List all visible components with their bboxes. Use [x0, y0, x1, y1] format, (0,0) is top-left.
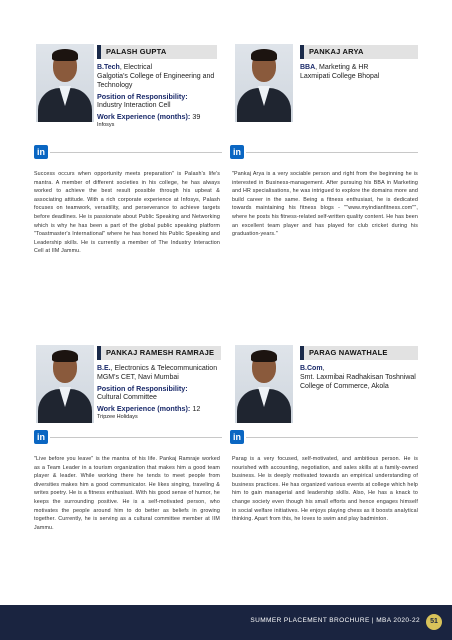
linkedin-icon[interactable]: in — [230, 430, 244, 444]
linkedin-icon[interactable]: in — [230, 145, 244, 159]
footer-title: SUMMER PLACEMENT BROCHURE | MBA 2020-22 — [250, 617, 420, 624]
profile-name: PANKAJ ARYA — [300, 45, 418, 59]
degree: B.E., Electronics & Telecommunication — [97, 365, 218, 372]
linkedin-icon[interactable]: in — [34, 430, 48, 444]
profile-name: PARAG NAWATHALE — [300, 346, 418, 360]
divider — [246, 152, 418, 153]
divider — [246, 437, 418, 438]
profile-name: PANKAJ RAMESH RAMRAJE — [97, 346, 221, 360]
profile-bio: "Pankaj Arya is a very sociable person and right from the beginning he is interested in Business-management. After pursuing his BBA in Marketing and HR specialisations, he was intrigued to explore the domains more and build career in the same. Being a fitness enthusiast, he is dedicated towards maintaining his fitness blogs - ""www.myindianfitness.com"", where he posts his fitness-related self-written quality content. He has been an excellent team player and has played for club cricket during his graduation-years." — [232, 171, 418, 238]
profile-photo — [235, 44, 293, 122]
experience-label: Work Experience (months): 12 — [97, 404, 201, 413]
linkedin-icon[interactable]: in — [34, 145, 48, 159]
profile-info — [97, 364, 225, 421]
footer-bar — [0, 605, 452, 640]
profile-bio: "Live before you leave" is the mantra of his life. Pankaj Ramraje worked as a Team Leader in a tourism organization that makes him a good team player & leader. While working there he tends to meet people from diversities makes him a good communicator. He likes singing, traveling & writes poetry. He is a fitness enthusiast. With his good sense of humor, he keeps the surrounding positive. He is a self-motivated person, who motivates the people around him to do better as beliefs in growing together. Currently, he is serving as a cultural committee member at IIM Jammu. — [34, 456, 220, 531]
company: Infosys — [97, 122, 115, 128]
profile-info — [300, 63, 420, 81]
profile-info — [97, 63, 222, 129]
position-label: Position of Responsibility: — [97, 384, 188, 393]
page-number: 51 — [426, 614, 442, 630]
position: Industry Interaction Cell — [97, 102, 171, 109]
profile-photo — [36, 44, 94, 122]
company: Tripzee Holidays — [97, 414, 138, 420]
profile-photo — [36, 345, 94, 423]
profile-photo — [235, 345, 293, 423]
college: MGM's CET, Navi Mumbai — [97, 374, 179, 381]
degree: BBA, Marketing & HR — [300, 64, 369, 71]
profile-bio: Parag is a very focused, self-motivated, and ambitious person. He is nourished with accounting, negotiation, and sales skills at a family-owned business. He is deeply motivated towards an empirical understanding of business practices. He has organized various events at college which help him to gain managerial and leadership skills. Also, He has a knack to change society even though his small efforts and hence engages himself in social welfare initiatives. He enjoys playing chess as it boosts analytical thinking. Apart from this, he loves to swim and play badminton. — [232, 456, 418, 523]
degree: B.Com, — [300, 365, 325, 372]
profile-info — [300, 364, 422, 391]
college: Smt. Laxmibai Radhakisan Toshniwal College of Commerce, Akola — [300, 374, 416, 390]
college: Galgotia's College of Engineering and Technology — [97, 73, 215, 89]
position: Cultural Committee — [97, 394, 157, 401]
profile-bio: Success occurs when opportunity meets preparation" is Palash's life's mantra. A member of different societies in his college, he has always worked to achieve the best result possible through his upbeat & associating attitude. With a rich corporate experience at Infosys, Palash focuses on teamwork, versatility, and perseverance to achieve targets before deadlines. He is passionate about Public Speaking and Networking which is why he has been a part of the global public speaking platform "Toastmaster's International" where he has honed his Public Speaking and Leadership skills. He is currently a member of The Industry Interaction Cell at IIM Jammu. — [34, 171, 220, 255]
divider — [50, 152, 222, 153]
college: Laxmipati College Bhopal — [300, 73, 380, 80]
experience-label: Work Experience (months): 39 — [97, 112, 201, 121]
profile-name: PALASH GUPTA — [97, 45, 217, 59]
degree: B.Tech, Electrical — [97, 64, 153, 71]
divider — [50, 437, 222, 438]
position-label: Position of Responsibility: — [97, 92, 188, 101]
